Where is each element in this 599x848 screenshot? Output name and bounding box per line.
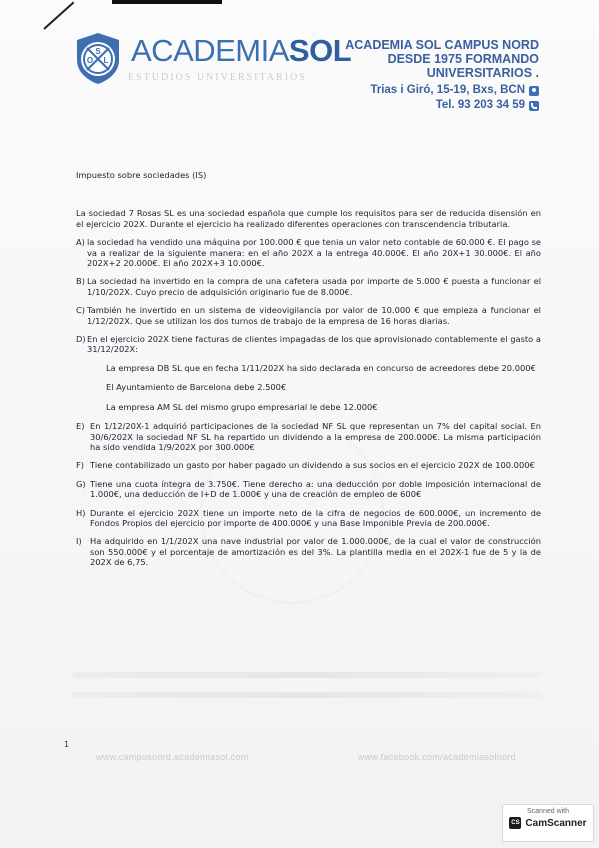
brand-suffix: SOL <box>288 33 352 68</box>
location-pin-icon <box>529 86 539 96</box>
pen-mark <box>43 1 74 29</box>
brand-name <box>131 34 351 68</box>
brand-prefix: ACADEMIA <box>131 33 289 68</box>
logo-letter: S <box>95 47 101 56</box>
item-label: H) <box>76 507 86 518</box>
phone-text: Tel. 93 203 34 59 <box>435 99 525 111</box>
phone-icon <box>529 101 539 111</box>
item-label: G) <box>76 478 86 489</box>
item-label: A) <box>76 237 85 248</box>
document-title: Impuesto sobre sociedades (IS) <box>76 170 207 180</box>
document-body <box>76 170 541 576</box>
camscanner-logo-icon: CS <box>509 817 521 829</box>
item-text: la sociedad ha vendido una máquina por 100.000 € que tenia un valor neto contable de 60.000 €. El pago se va a realizar de la siguiente manera: en el año 202X a la entrega 40.000€. El año 20X+1 30.000€. El año 202X+2 20.000€. El año 202X+3 10.000€. <box>87 237 541 269</box>
bleed-through-line <box>72 672 542 678</box>
item-label: I) <box>76 536 82 547</box>
exercise-item <box>76 334 541 355</box>
item-text: En el ejercicio 202X tiene facturas de clientes impagadas de los que aprovisionado contablemente el gasto a 31/12/202X: <box>87 334 541 355</box>
item-label: B) <box>76 276 85 287</box>
sub-item: La empresa AM SL del mismo grupo empresarial le debe 12.000€ <box>106 401 378 412</box>
exercise-item <box>76 276 541 297</box>
exercise-item <box>76 237 541 268</box>
phone-row <box>370 98 539 113</box>
scan-edge-mark <box>112 0 222 4</box>
logo-letter: O <box>86 56 94 65</box>
exercise-item <box>76 479 541 500</box>
intro-paragraph: La sociedad 7 Rosas SL es una sociedad española que cumple los requisitos para ser de reducida disensión en el ejercicio 202X. Durante el ejercicio ha realizado diferentes operaciones con transcendencia tributaria. <box>76 208 541 229</box>
page-number: 1 <box>64 740 70 749</box>
exercise-item <box>76 508 541 529</box>
item-text: Ha adquirido en 1/1/202X una nave industrial por valor de 1.000.000€, de la cual el valor de construcción son 550.000€ y el porcentaje de amortización es del 3%. La plantilla media en el 202X-1 fue de 5 y la de 202X de 6,75. <box>90 536 541 568</box>
footer-website: www.campusnord.academiasol.com <box>96 752 249 762</box>
item-text: También he invertido en un sistema de videovigilancia por valor de 10.000 € que empieza a funcionar el 1/12/202X. Que se utilizan los dos turnos de trabajo de la empresa de 16 horas diarias. <box>87 305 541 326</box>
address-text: Trias i Giró, 15-19, Bxs, BCN <box>370 84 525 96</box>
exercise-item <box>76 421 541 452</box>
bleed-through-lines <box>72 672 542 712</box>
contact-info <box>370 83 539 113</box>
campus-line: ACADEMIA SOL CAMPUS NORD <box>345 38 539 52</box>
exercise-item <box>76 460 541 470</box>
bleed-through-text: ESTUDIOS UNIVERSITARIOS <box>128 72 307 82</box>
sub-item: El Ayuntamiento de Barcelona debe 2.500€ <box>106 382 287 393</box>
camscanner-badge <box>502 804 594 842</box>
campus-info <box>345 38 539 80</box>
bleed-through-line <box>72 692 542 698</box>
scanner-caption: Scanned with <box>526 808 570 815</box>
logo-letter: L <box>103 56 109 65</box>
scanner-brand <box>503 817 593 829</box>
item-text: En 1/12/20X-1 adquirió participaciones de la sociedad NF SL que representan un 7% del capital social. En 30/6/202X la sociedad NF SL ha repartido un dividendo a la empresa de 200.000€. La misma participación ha sido vendida 1/9/202X por 300.000€ <box>90 421 541 452</box>
academia-sol-logo-icon <box>70 30 126 86</box>
item-label: F) <box>76 460 85 471</box>
campus-line: UNIVERSITARIOS . <box>426 66 539 80</box>
exercise-item <box>76 305 541 326</box>
exercise-item <box>76 536 541 567</box>
item-text: Durante el ejercicio 202X tiene un importe neto de la cifra de negocios de 600.000€, un incremento de Fondos Propios del ejercicio por importe de 400.000€ y una Base Imponible Previa de 200.000€. <box>90 507 541 528</box>
sub-item: La empresa DB SL que en fecha 1/11/202X ha sido declarada en concurso de acreedores debe 20.000€ <box>106 362 536 373</box>
footer-links <box>96 752 516 762</box>
footer-facebook: www.facebook.com/academiasolnord <box>357 752 516 762</box>
item-text: Tiene contabilizado un gasto por haber pagado un dividendo a sus socios en el ejercicio 202X de 100.000€ <box>90 460 535 471</box>
campus-line: DESDE 1975 FORMANDO <box>387 52 539 66</box>
sub-item-list <box>106 363 541 412</box>
item-label: C) <box>76 305 86 316</box>
item-text: La sociedad ha invertido en la compra de una cafetera usada por importe de 5.000 € puesta a funcionar el 1/10/202X. Cuyo precio de adquisición originario fue de 8.000€. <box>87 276 541 297</box>
item-text: Tiene una cuota íntegra de 3.750€. Tiene derecho a: una deducción por doble imposición internacional de 1.000€, una deducción de I+D de 1.000€ y una de creación de empleo de 600€ <box>90 478 541 500</box>
scanner-app-name: CamScanner <box>525 817 587 829</box>
address-row <box>370 83 539 98</box>
item-label: D) <box>76 334 86 345</box>
item-label: E) <box>76 421 85 432</box>
